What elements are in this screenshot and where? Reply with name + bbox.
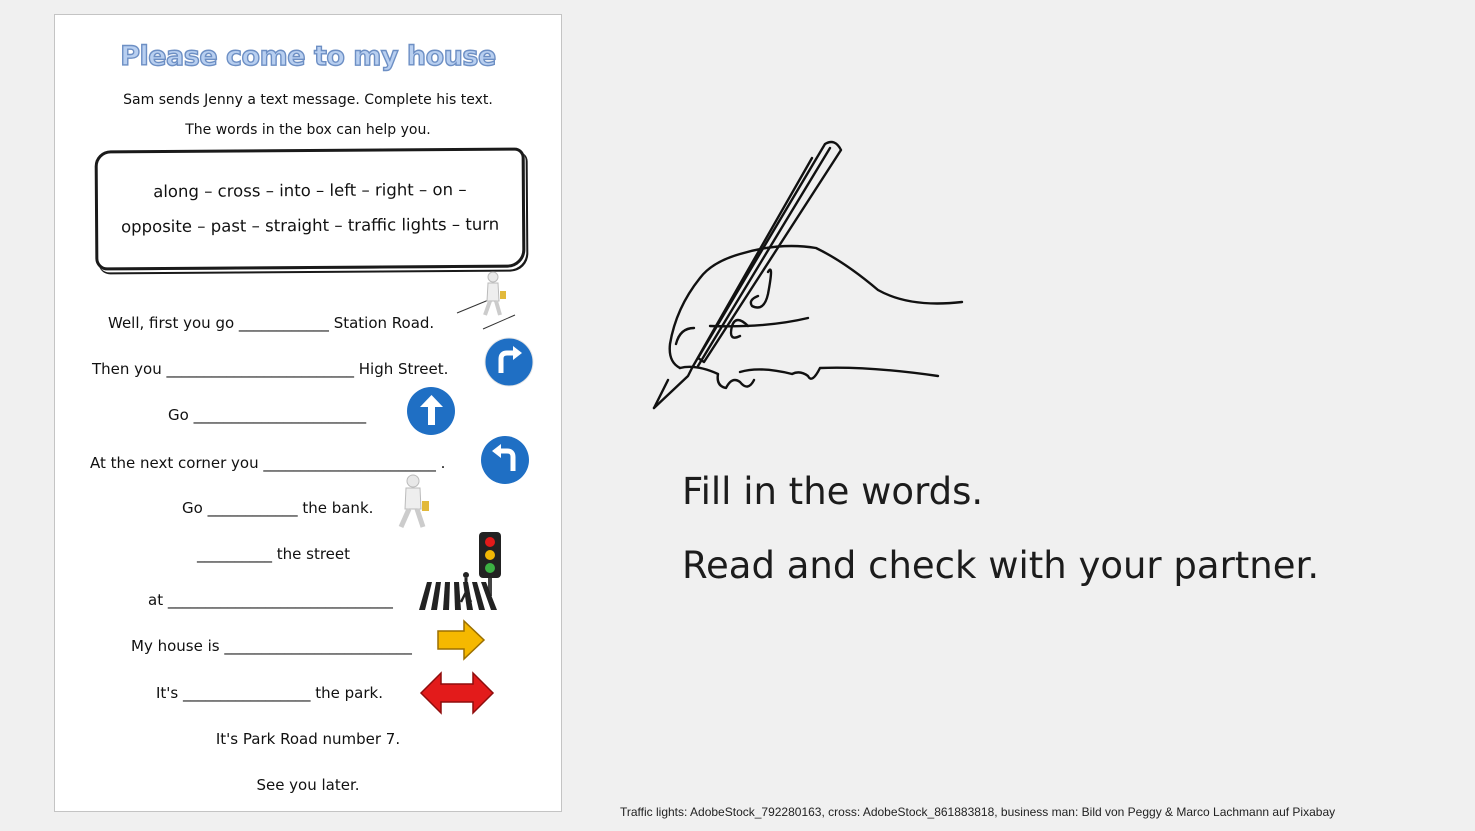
task-line-2: Read and check with your partner.	[682, 544, 1320, 587]
task-line-1: Fill in the words.	[682, 470, 984, 513]
sentence-4: At the next corner you _______________________ .	[90, 454, 446, 472]
sentence-3: Go _______________________	[168, 406, 367, 424]
businessman-walking-icon	[455, 269, 519, 333]
sentence-8: My house is _________________________	[131, 637, 412, 655]
sentence-2: Then you _________________________ High Street.	[92, 360, 449, 378]
sentence-6: __________ the street	[197, 545, 351, 563]
yellow-arrow-right-icon	[436, 619, 486, 661]
worksheet-title: Please come to my house	[120, 41, 496, 72]
word-box-line-2: opposite – past – straight – traffic lights – turn	[120, 214, 500, 237]
hand-writing-icon	[640, 130, 980, 420]
sentence-10: It's Park Road number 7.	[215, 730, 401, 748]
crossing-traffic-light-icon	[415, 530, 511, 612]
businessman-icon	[391, 473, 439, 533]
turn-left-sign-icon	[480, 435, 530, 485]
red-double-arrow-icon	[419, 671, 495, 715]
straight-ahead-sign-icon	[406, 386, 456, 436]
instruction-line-2: The words in the box can help you.	[185, 122, 431, 138]
word-box-line-1: along – cross – into – left – right – on –	[153, 179, 467, 202]
sentence-11: See you later.	[256, 776, 360, 794]
turn-right-sign-icon	[484, 337, 534, 387]
sentence-5: Go ____________ the bank.	[182, 499, 374, 517]
instruction-line-1: Sam sends Jenny a text message. Complete his text.	[123, 92, 493, 108]
image-credits: Traffic lights: AdobeStock_792280163, cross: AdobeStock_861883818, business man: Bild von Peggy & Marco Lachmann auf Pixabay	[620, 805, 1336, 819]
sentence-9: It's _________________ the park.	[156, 684, 383, 702]
sentence-1: Well, first you go ____________ Station Road.	[108, 314, 435, 332]
worksheet	[54, 14, 562, 812]
sentence-7: at ______________________________	[148, 591, 393, 609]
word-box	[95, 148, 526, 271]
